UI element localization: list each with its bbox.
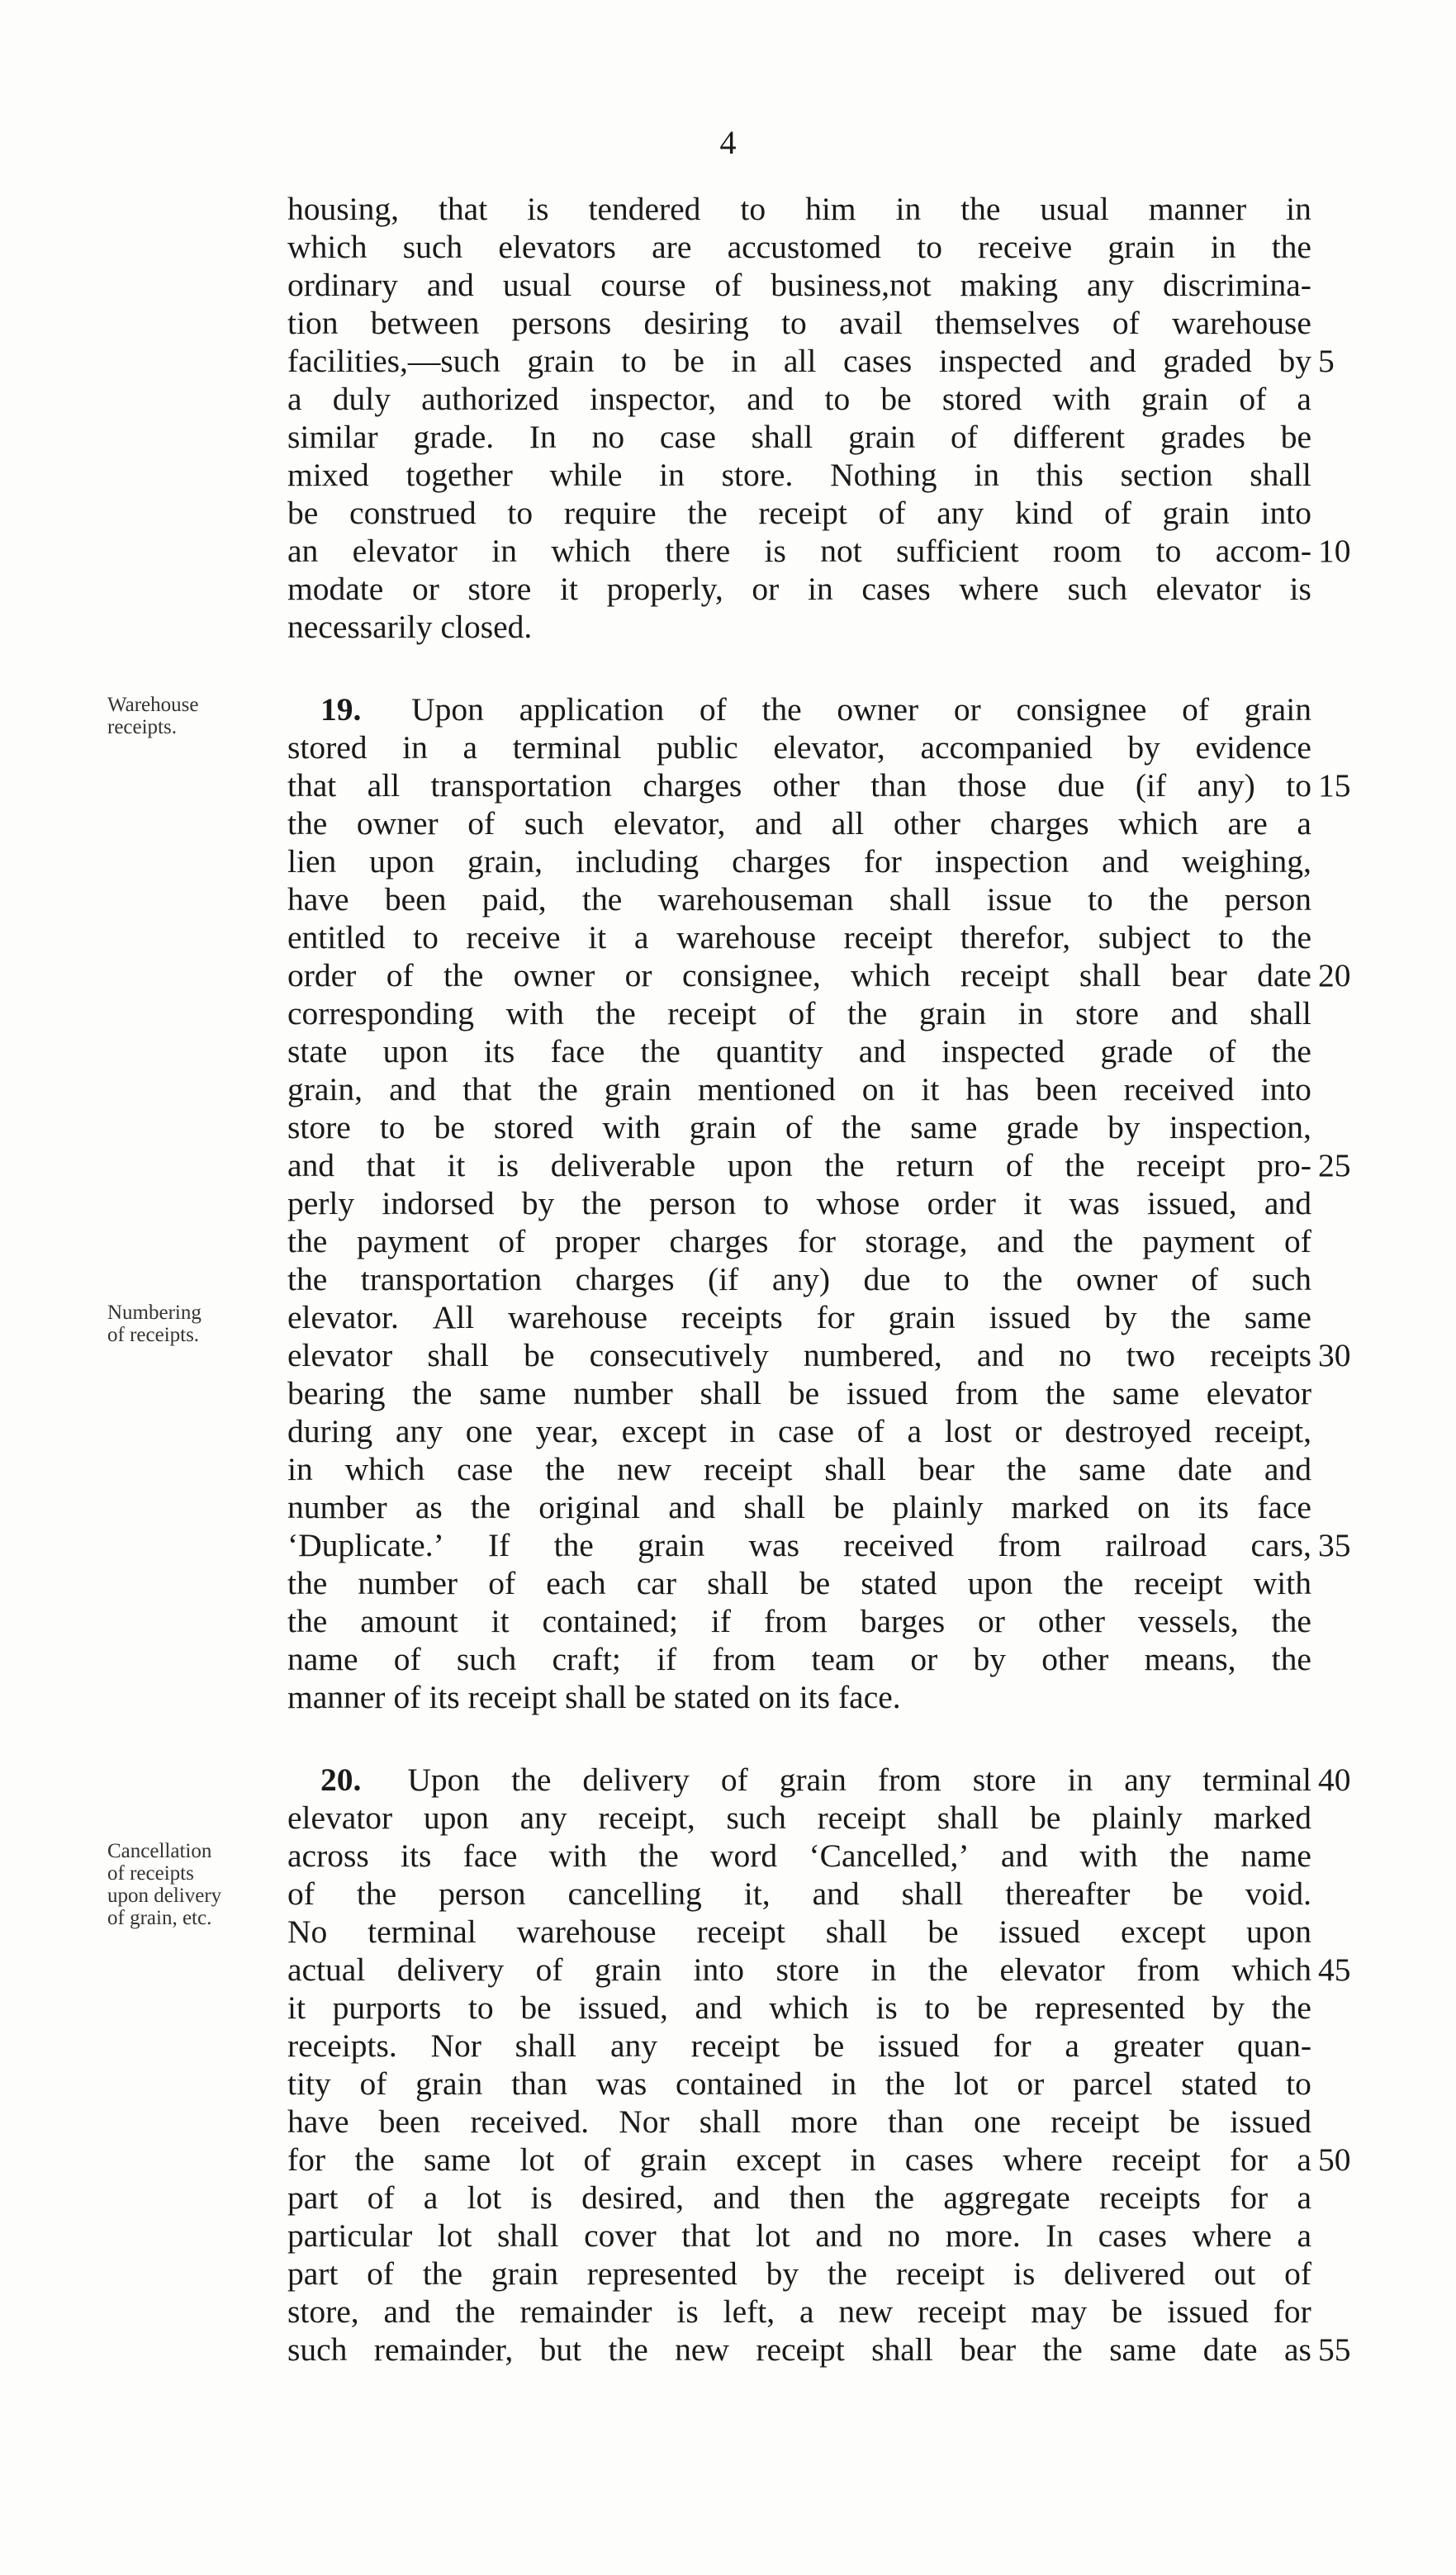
text-line: receipts. Nor shall any receipt be issued for a greater quan- <box>287 2027 1311 2064</box>
line-number: 50 <box>1318 2141 1351 2178</box>
text-line: mixed together while in store. Nothing in this section shall <box>287 457 1311 493</box>
margin-note-warehouse-receipts: Warehouse receipts. <box>107 694 199 738</box>
text-line: in which case the new receipt shall bear the same date and <box>287 1451 1311 1487</box>
text-line: store, and the remainder is left, a new receipt may be issued for <box>287 2293 1311 2330</box>
text-line: elevator upon any receipt, such receipt shall be plainly marked <box>287 1800 1311 1836</box>
text-line: name of such craft; if from team or by other means, the <box>287 1641 1311 1677</box>
margin-note-numbering-of-receipts: Numbering of receipts. <box>107 1302 202 1346</box>
line-number: 35 <box>1318 1527 1351 1563</box>
text-line: entitled to receive it a warehouse receipt therefor, subject to the <box>287 919 1311 956</box>
text-line: 19. Upon application of the owner or consignee of grain <box>320 691 1311 728</box>
text-line: actual delivery of grain into store in the elevator from which <box>287 1951 1311 1988</box>
text-line: elevator shall be consecutively numbered, and no two receipts <box>287 1337 1311 1373</box>
line-number: 15 <box>1318 767 1351 804</box>
text-line: housing, that is tendered to him in the usual manner in <box>287 191 1311 227</box>
line-number: 20 <box>1318 957 1351 993</box>
section-number: 19. <box>320 691 362 728</box>
text-line: the transportation charges (if any) due to the owner of such <box>287 1261 1311 1297</box>
text-line: facilities,—such grain to be in all cases inspected and graded by <box>287 343 1311 379</box>
margin-note-cancellation-of-receipts: Cancellation of receipts upon delivery of grain, etc. <box>107 1840 222 1929</box>
text-line: part of a lot is desired, and then the aggregate receipts for a <box>287 2179 1311 2216</box>
text-line: necessarily closed. <box>287 609 533 645</box>
text-line: the amount it contained; if from barges or other vessels, the <box>287 1603 1311 1639</box>
line-number: 45 <box>1318 1951 1351 1988</box>
text-line: the owner of such elevator, and all other charges which are a <box>287 805 1311 842</box>
section-number: 20. <box>320 1762 362 1798</box>
line-number: 25 <box>1318 1147 1351 1183</box>
text-line: of the person cancelling it, and shall thereafter be void. <box>287 1876 1311 1912</box>
text-line: tity of grain than was contained in the lot or parcel stated to <box>287 2065 1311 2102</box>
text-line: particular lot shall cover that lot and no more. In cases where a <box>287 2217 1311 2254</box>
text-line: and that it is deliverable upon the return of the receipt pro- <box>287 1147 1311 1183</box>
text-line: the number of each car shall be stated upon the receipt with <box>287 1565 1311 1601</box>
text-line: that all transportation charges other than those due (if any) to <box>287 767 1311 804</box>
text-line: a duly authorized inspector, and to be stored with grain of a <box>287 381 1311 417</box>
text-line: tion between persons desiring to avail themselves of warehouse <box>287 305 1311 341</box>
text-line: similar grade. In no case shall grain of different grades be <box>287 419 1311 455</box>
line-number: 55 <box>1318 2331 1351 2368</box>
text-line: No terminal warehouse receipt shall be issued except upon <box>287 1913 1311 1950</box>
text-line: such remainder, but the new receipt shall bear the same date as <box>287 2331 1311 2368</box>
text-line: part of the grain represented by the receipt is delivered out of <box>287 2255 1311 2292</box>
text-line: perly indorsed by the person to whose order it was issued, and <box>287 1185 1311 1221</box>
text-line: elevator. All warehouse receipts for grain issued by the same <box>287 1299 1311 1335</box>
text-line: it purports to be issued, and which is to be represented by the <box>287 1989 1311 2026</box>
text-line: have been paid, the warehouseman shall issue to the person <box>287 881 1311 918</box>
text-line: modate or store it properly, or in cases where such elevator is <box>287 571 1311 607</box>
text-line: number as the original and shall be plainly marked on its face <box>287 1489 1311 1525</box>
text-line: which such elevators are accustomed to receive grain in the <box>287 229 1311 265</box>
text-line: for the same lot of grain except in cases where receipt for a <box>287 2141 1311 2178</box>
text-line: grain, and that the grain mentioned on it has been received into <box>287 1071 1311 1107</box>
text-line: an elevator in which there is not sufficient room to accom- <box>287 533 1311 569</box>
text-line: order of the owner or consignee, which receipt shall bear date <box>287 957 1311 993</box>
line-number: 30 <box>1318 1337 1351 1373</box>
text-line: corresponding with the receipt of the grain in store and shall <box>287 995 1311 1031</box>
line-number: 40 <box>1318 1762 1351 1798</box>
text-line: manner of its receipt shall be stated on its face. <box>287 1679 901 1715</box>
text-line: stored in a terminal public elevator, accompanied by evidence <box>287 729 1311 766</box>
line-number: 5 <box>1318 343 1335 379</box>
text-line: state upon its face the quantity and inspected grade of the <box>287 1033 1311 1069</box>
text-line: ordinary and usual course of business,not making any discrimina- <box>287 267 1311 303</box>
text-line: be construed to require the receipt of any kind of grain into <box>287 495 1311 531</box>
page-number: 4 <box>719 124 737 161</box>
text-line: lien upon grain, including charges for inspection and weighing, <box>287 843 1311 880</box>
text-line: ‘Duplicate.’ If the grain was received from railroad cars, <box>287 1527 1311 1563</box>
line-number: 10 <box>1318 533 1351 569</box>
text-line: across its face with the word ‘Cancelled,’ and with the name <box>287 1838 1311 1874</box>
text-line: have been received. Nor shall more than one receipt be issued <box>287 2103 1311 2140</box>
text-line: bearing the same number shall be issued from the same elevator <box>287 1375 1311 1411</box>
text-line: the payment of proper charges for storage, and the payment of <box>287 1223 1311 1259</box>
text-line: 20. Upon the delivery of grain from store in any terminal <box>320 1762 1311 1798</box>
text-line: store to be stored with grain of the same grade by inspection, <box>287 1109 1311 1145</box>
text-line: during any one year, except in case of a lost or destroyed receipt, <box>287 1413 1311 1449</box>
